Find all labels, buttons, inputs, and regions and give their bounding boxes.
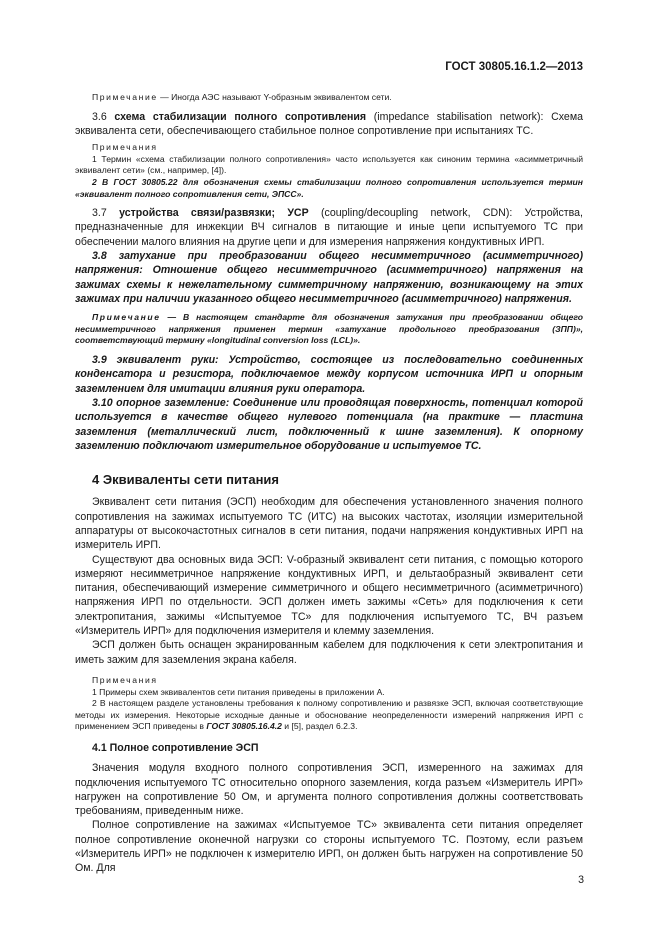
document-body [75, 92, 583, 876]
definition-3-8: 3.8 затухание при преобразовании общего несимметричного (асимметричного) напряжения: Отношение общего несимметричного (асимметричного) напряжения на зажимах схемы к нежелательному симметричному напряжению, возникающему на этих зажимах при наличии указанного общего несимметричного (асимметричного) напряжения. [75, 250, 583, 305]
notes-heading: Примечания [92, 142, 158, 153]
note-3-8: Примечание — В настоящем стандарте для обозначения затухания при преобразовании общего несимметричного напряжения применен термин «затухание продольного преобразования (ЗПП)», соответствующий термину «longitudinal conversion loss (LCL)». [75, 312, 583, 346]
note-1: 1 Термин «схема стабилизации полного сопротивления» часто используется как синоним термина «асимметричный эквивалент сети» (см., например, [4]). [75, 153, 583, 176]
subsection-heading-4-1: 4.1 Полное сопротивление ЭСП [92, 741, 259, 754]
paragraph-4-1-2: Полное сопротивление на зажимах «Испытуемое ТС» эквивалента сети питания определяет полное сопротивление оконечной нагрузки со стороны испытуемого ТС. Поэтому, если разъем «Измеритель ИРП» не подключен к измерителю ИРП, он должен быть нагружен на сопротивление 50 Ом. Для [75, 819, 583, 875]
definition-3-10: 3.10 опорное заземление: Соединение или проводящая поверхность, потенциал которой используется в качестве общего нулевого потенциала (на практике — пластина заземления (металлический лист, подключенный к шине заземления). К опорному заземлению подключают измерительное оборудование и испытуемое ТС. [75, 396, 583, 452]
page-number: 3 [578, 874, 584, 886]
note-2: 2 В ГОСТ 30805.22 для обозначения схемы стабилизации полного сопротивления используется термин «эквивалент полного сопротивления сети, ЭПСС». [75, 176, 583, 199]
document-header: ГОСТ 30805.16.1.2—2013 [445, 61, 583, 73]
definition-3-7: 3.7 устройства связи/развязки; УСР (coupling/decoupling network, CDN): Устройства, предназначенные для инжекции ВЧ сигналов в питающие и иные цепи испытуемого ТС при обеспечении малого влияния на другие цепи и для измерения напряжения кондуктивных ИРП. [75, 207, 584, 248]
note-4-2: 2 В настоящем разделе установлены требования к полному сопротивлению и развязке ЭСП, включая соответствующие методы их измерения. Некоторые исходные данные и обоснование неопределенности измерений напряжения ИРП с применением ЭСП приведены в ГОСТ 30805.16.4.2 и [5], раздел 6.2.3. [75, 698, 583, 732]
section-heading-4: 4 Эквиваленты сети питания [92, 472, 280, 488]
paragraph-4-3: ЭСП должен быть оснащен экранированным кабелем для подключения к сети электропитания и иметь зажим для заземления экрана кабеля. [75, 639, 583, 666]
note-paragraph: Примечание — Иногда АЭС называют Y-образным эквивалентом сети. [92, 92, 392, 102]
paragraph-4-1: Эквивалент сети питания (ЭСП) необходим для обеспечения установленного значения полного сопротивления на зажимах испытуемого ТС (ИТС) на высоких частотах, изоляции измерительной аппаратуры от высокочастотных сигналов в сети питания, подачи напряжения кондуктивных ИРП на измеритель ИРП. [75, 496, 583, 552]
paragraph-4-2: Существуют два основных вида ЭСП: V-образный эквивалент сети питания, с помощью которого измеряют несимметричное напряжение кондуктивных ИРП, и дельтаобразный эквивалент сети питания, обеспечивающий измерение симметричного и общего несимметричного (асимметричного) напряжения ИРП по отдельности. ЭСП должен иметь зажимы «Сеть» для подключения к сети электропитания, зажимы «Испытуемое ТС» для подключения испытуемого ТС, ВЧ разъем «Измеритель ИРП» для подключения измерителя и клемму заземления. [75, 553, 583, 638]
notes-heading-2: Примечания [92, 674, 158, 685]
definition-3-9: 3.9 эквивалент руки: Устройство, состоящее из последовательно соединенных конденсатора и резистора, подключаемое между корпусом источника ИРП и опорным заземлением для имитации влияния руки оператора. [75, 354, 583, 395]
definition-3-6: 3.6 схема стабилизации полного сопротивления (impedance stabilisation network): Схема эквивалента сети, обеспечивающего стабильное полное сопротивление при испытаниях ТС. [75, 110, 583, 137]
paragraph-4-1-1: Значения модуля входного полного сопротивления ЭСП, измеренного на зажимах для подключения испытуемого ТС относительно опорного заземления, когда разъем «Измеритель ИРП» нагружен на сопротивление 50 Ом, и аргумента полного сопротивления должны соответствовать требованиям, приведенным ниже. [75, 762, 583, 818]
note-4-1: 1 Примеры схем эквивалентов сети питания приведены в приложении А. [92, 686, 385, 697]
